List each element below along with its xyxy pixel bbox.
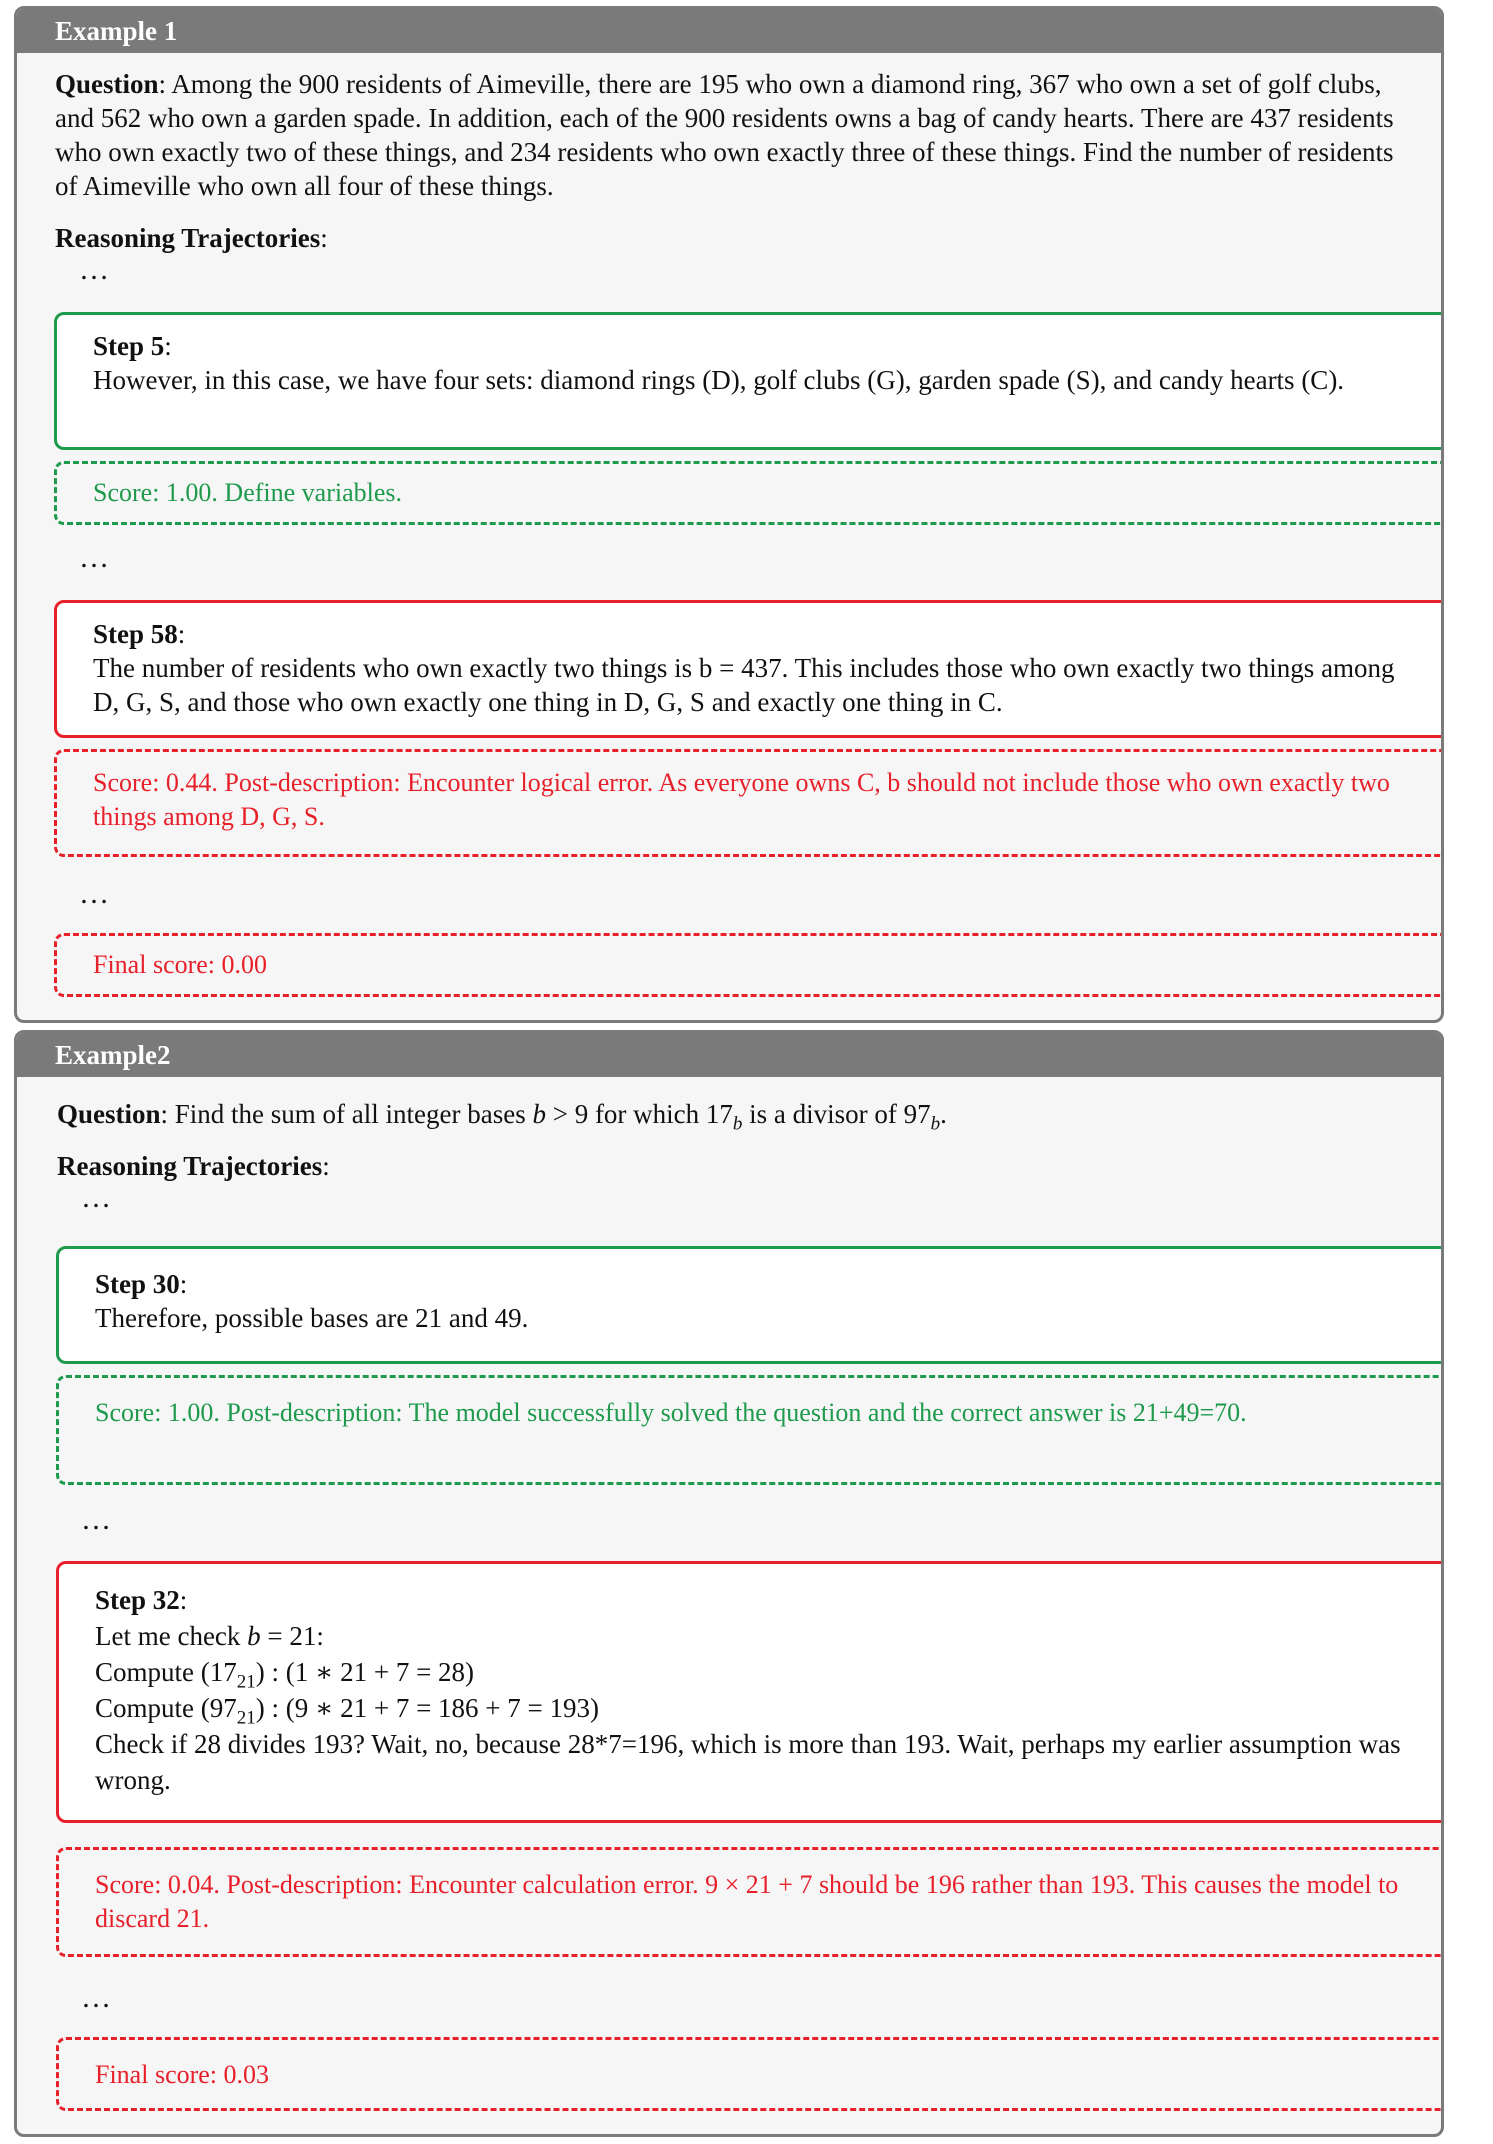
final-score-box: [56, 2037, 1444, 2111]
trajectories-heading: Reasoning Trajectories:: [57, 1151, 330, 1181]
ellipsis: …: [81, 1503, 114, 1536]
step-5-score-box: [54, 461, 1444, 525]
question-label: Question: [55, 69, 159, 99]
final-score-box: [54, 933, 1444, 997]
ellipsis: …: [79, 877, 112, 910]
step-58-label: Step 58: [93, 619, 178, 649]
question-subscript: b: [732, 1113, 743, 1135]
question-text: : Find the sum of all integer bases: [160, 1099, 533, 1129]
example-2-question: [57, 1097, 1409, 1135]
final-score: Final score: 0.00: [93, 950, 268, 979]
step-5-box: Step 5: However, in this case, we have four sets: diamond rings (D), golf clubs (G), garden spade (S), and candy hearts (C).: [54, 312, 1444, 450]
step-30-label: Step 30: [95, 1269, 180, 1299]
trajectories-label: Reasoning Trajectories: [55, 223, 321, 253]
example-1-panel: [14, 6, 1444, 1023]
step-32-variable: b: [247, 1621, 261, 1651]
step-30-text: Therefore, possible bases are 21 and 49.: [95, 1303, 529, 1333]
step-58-score: Score: 0.44. Post-description: Encounter logical error. As everyone owns C, b should not include those who own exactly two things among D, G, S.: [93, 768, 1390, 831]
step-32-line: ) : (9 ∗ 21 + 7 = 186 + 7 = 193): [255, 1693, 599, 1723]
final-score: Final score: 0.03: [95, 2060, 270, 2089]
step-32-score: Score: 0.04. Post-description: Encounter calculation error. 9 × 21 + 7 should be 196 rather than 193. This causes the model to discard 21.: [95, 1870, 1399, 1933]
ellipsis: …: [81, 1981, 114, 2014]
step-32-line: = 21:: [260, 1621, 324, 1651]
step-32-subscript: 21: [236, 1707, 256, 1729]
question-text: .: [940, 1099, 947, 1129]
ellipsis: …: [81, 1181, 114, 1214]
trajectories-heading: Reasoning Trajectories:: [55, 223, 328, 253]
example-1-question: [55, 67, 1409, 203]
step-5-score: Score: 1.00. Define variables.: [93, 478, 403, 507]
step-32-line: Compute (17: [95, 1657, 237, 1687]
step-32-score-box: [56, 1847, 1444, 1957]
question-subscript: b: [930, 1113, 941, 1135]
step-32-line: Compute (97: [95, 1693, 237, 1723]
step-30-box: Step 30: Therefore, possible bases are 21 and 49.: [56, 1246, 1444, 1364]
step-32-line: Let me check: [95, 1621, 248, 1651]
step-5-text: However, in this case, we have four sets: diamond rings (D), golf clubs (G), garden spade (S), and candy hearts (C).: [93, 365, 1345, 395]
question-variable: b: [532, 1099, 546, 1129]
question-text: is a divisor of 97: [742, 1099, 931, 1129]
trajectories-label: Reasoning Trajectories: [57, 1151, 323, 1181]
step-30-score: Score: 1.00. Post-description: The model successfully solved the question and the correct answer is 21+49=70.: [95, 1398, 1247, 1427]
ellipsis: …: [79, 541, 112, 574]
step-30-score-box: [56, 1375, 1444, 1485]
step-32-box: Step 32: Let me check b = 21: Compute $(17_{21})$ : (1 ∗ 21 + 7 = 28) Compute $(97_{21})$ : (9 ∗ 21 + 7 = 186 + 7 = 193) Check if 28 divides 193? Wait, no, because 28*7=196, which is more than 193. Wait, perhaps my earlier assumption was wrong.: [56, 1561, 1444, 1823]
step-32-line: Check if 28 divides 193? Wait, no, because 28*7=196, which is more than 193. Wait, perhaps my earlier assumption was wrong.: [95, 1729, 1401, 1795]
step-58-score-box: [54, 749, 1444, 857]
step-58-box: Step 58: The number of residents who own exactly two things is b = 437. This includes those who own exactly two things among D, G, S, and those who own exactly one thing in D, G, S and exactly one thing in C.: [54, 600, 1444, 738]
step-32-line: ) : (1 ∗ 21 + 7 = 28): [255, 1657, 475, 1687]
example-2-panel: [14, 1030, 1444, 2137]
example-2-title: Example2: [17, 1033, 1441, 1077]
step-32-label: Step 32: [95, 1585, 180, 1615]
question-text: > 9 for which 17: [545, 1099, 733, 1129]
example-1-title: Example 1: [17, 9, 1441, 53]
step-32-subscript: 21: [236, 1671, 256, 1693]
step-5-label: Step 5: [93, 331, 165, 361]
step-58-text: The number of residents who own exactly two things is b = 437. This includes those who own exactly two things among D, G, S, and those who own exactly one thing in D, G, S and exactly one thing in C.: [93, 653, 1395, 717]
question-label: Question: [57, 1099, 161, 1129]
ellipsis: …: [79, 253, 112, 286]
question-text: : Among the 900 residents of Aimeville, there are 195 who own a diamond ring, 367 who own a set of golf clubs, and 562 who own a garden spade. In addition, each of the 900 residents owns a bag of candy hearts. There are 437 residents who own exactly two of these things, and 234 residents who own exactly three of these things. Find the number of residents of Aimeville who own all four of these things.: [55, 69, 1394, 201]
